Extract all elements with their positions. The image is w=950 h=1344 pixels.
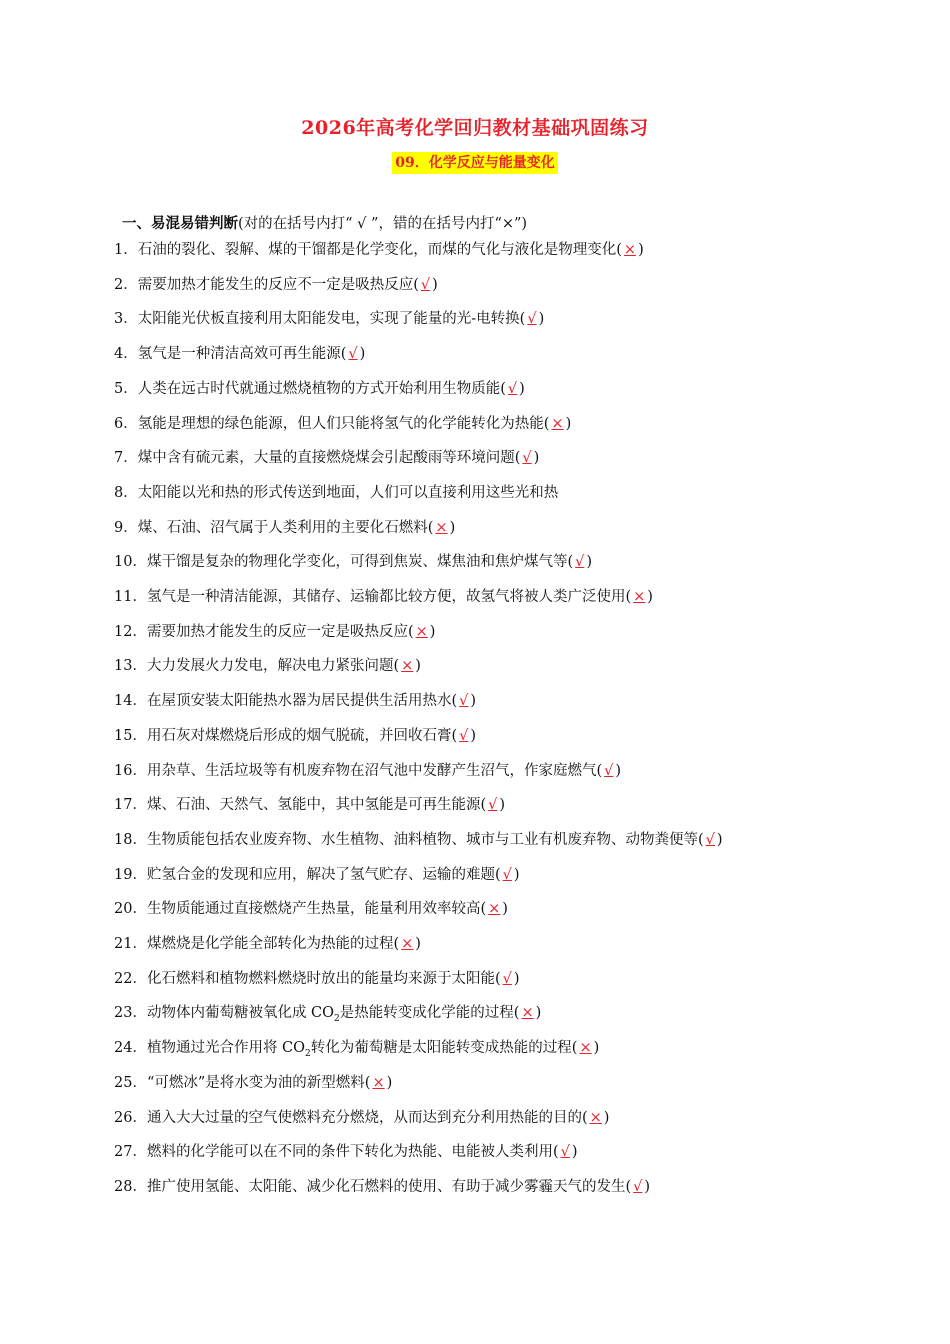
section-heading: 一、易混易错判断 (122, 215, 238, 232)
answer-mark: √ (507, 381, 518, 397)
question-text: 贮氢合金的发现和应用，解决了氢气贮存、运输的难题 (146, 867, 495, 883)
question-number: 9． (114, 520, 138, 536)
question-item: 15．用石灰对煤燃烧后形成的烟气脱硫，并回收石膏( √ ) (114, 728, 477, 744)
question-text: “可燃冰”是将水变为油的新型燃料 (146, 1075, 365, 1091)
answer-mark: √ (560, 1144, 570, 1160)
question-text: 煤、石油、天然气、氢能中，其中氢能是可再生能源 (146, 797, 481, 813)
question-text: 需要加热才能发生的反应一定是吸热反应 (146, 624, 408, 640)
question-text: 太阳能光伏板直接利用太阳能发电，实现了能量的光-电转换 (137, 311, 520, 327)
question-text (146, 1005, 514, 1024)
question-item: 5．人类在远古时代就通过燃烧植物的方式开始利用生物质能( √ ) (114, 381, 525, 397)
question-item: 13．大力发展火力发电，解决电力紧张问题( × ) (114, 658, 421, 674)
question-number: 14． (114, 693, 147, 709)
question-item: 9．煤、石油、沼气属于人类利用的主要化石燃料( × ) (114, 520, 456, 536)
answer-mark: × (401, 658, 414, 674)
question-number: 12． (114, 624, 147, 640)
question-text-part: 是热能转变成化学能的过程 (339, 1005, 514, 1021)
answer-mark: √ (705, 832, 715, 848)
answer-mark: × (579, 1040, 592, 1056)
question-item: 3．太阳能光伏板直接利用太阳能发电，实现了能量的光-电转换( √ ) (114, 311, 545, 327)
question-number: 7． (114, 450, 138, 466)
question-number: 4． (114, 346, 138, 362)
question-text: 生物质能包括农业废弃物、水生植物、油料植物、城市与工业有机废弃物、动物粪便等 (146, 832, 698, 848)
question-number: 21． (114, 936, 147, 952)
question-text: 煤中含有硫元素，大量的直接燃烧煤会引起酸雨等环境问题 (137, 450, 515, 466)
subscript: 2 (305, 1048, 311, 1059)
question-text: 燃料的化学能可以在不同的条件下转化为热能、电能被人类利用 (146, 1144, 553, 1160)
question-item: 19．贮氢合金的发现和应用，解决了氢气贮存、运输的难题( √ ) (114, 867, 520, 883)
question-number: 27． (114, 1144, 147, 1160)
question-number: 8． (114, 485, 138, 501)
question-text-part: 动物体内葡萄糖被氧化成 CO (146, 1005, 335, 1021)
question-number: 13． (114, 658, 147, 674)
question-item: 24．植物通过光合作用将 $CO_2$转化为葡萄糖是太阳能转变成热能的过程( × ) (114, 1040, 600, 1059)
question-number: 23． (114, 1005, 147, 1021)
question-item: 25．“可燃冰”是将水变为油的新型燃料( × ) (114, 1075, 393, 1091)
question-number: 11． (114, 589, 147, 605)
document-subtitle: 09．化学反应与能量变化 (392, 152, 557, 174)
section-header (122, 212, 527, 233)
question-number: 18． (114, 832, 147, 848)
question-item: 10．煤干馏是复杂的物理化学变化，可得到焦炭、煤焦油和焦炉煤气等( √ ) (114, 554, 593, 570)
answer-mark: √ (502, 867, 512, 883)
question-number: 17． (114, 797, 147, 813)
question-text: 人类在远古时代就通过燃烧植物的方式开始利用生物质能 (137, 381, 501, 397)
question-text-part: 植物通过光合作用将 CO (146, 1040, 306, 1056)
question-text: 用杂草、生活垃圾等有机废弃物在沼气池中发酵产生沼气，作家庭燃气 (146, 763, 597, 779)
question-text: 用石灰对煤燃烧后形成的烟气脱硫，并回收石膏 (146, 728, 452, 744)
question-item (114, 483, 558, 503)
question-number: 5． (114, 381, 138, 397)
subscript: 2 (334, 1013, 340, 1024)
answer-mark: √ (604, 763, 614, 779)
answer-mark: √ (459, 693, 469, 709)
answer-mark: × (415, 624, 428, 640)
answer-mark: √ (633, 1179, 643, 1195)
question-number: 10． (114, 554, 147, 570)
question-item: 21．煤燃烧是化学能全部转化为热能的过程( × ) (114, 936, 421, 952)
question-text: 煤燃烧是化学能全部转化为热能的过程 (146, 936, 394, 952)
question-number: 26． (114, 1110, 147, 1126)
question-text: 氢气是一种清洁能源，其储存、运输都比较方便，故氢气将被人类广泛使用 (146, 589, 626, 605)
answer-mark: × (633, 589, 646, 605)
question-item: 18．生物质能包括农业废弃物、水生植物、油料植物、城市与工业有机废弃物、动物粪便等( √ ) (114, 832, 723, 848)
question-number: 28． (114, 1179, 147, 1195)
answer-mark: × (521, 1005, 534, 1021)
answer-mark: √ (522, 450, 532, 466)
answer-mark: × (435, 520, 448, 536)
question-text: 煤干馏是复杂的物理化学变化，可得到焦炭、煤焦油和焦炉煤气等 (146, 554, 568, 570)
answer-mark: × (551, 416, 564, 432)
question-item: 6．氢能是理想的绿色能源，但人们只能将氢气的化学能转化为热能( × ) (114, 416, 572, 432)
question-text: 太阳能以光和热的形式传送到地面，人们可以直接利用这些光和热 (137, 485, 559, 501)
question-text: 生物质能通过直接燃烧产生热量，能量利用效率较高 (146, 901, 481, 917)
question-number: 25． (114, 1075, 147, 1091)
question-number: 3． (114, 311, 138, 327)
answer-mark: × (401, 936, 414, 952)
question-text: 需要加热才能发生的反应不一定是吸热反应 (137, 277, 414, 293)
answer-mark: √ (527, 311, 537, 327)
question-item: 16．用杂草、生活垃圾等有机废弃物在沼气池中发酵产生沼气，作家庭燃气( √ ) (114, 763, 622, 779)
question-text: 石油的裂化、裂解、煤的干馏都是化学变化，而煤的气化与液化是物理变化 (137, 242, 617, 258)
answer-mark: × (488, 901, 501, 917)
question-number: 22． (114, 971, 147, 987)
question-text: 大力发展火力发电，解决电力紧张问题 (146, 658, 394, 674)
question-number: 19． (114, 867, 147, 883)
question-item: 28．推广使用氢能、太阳能、减少化石燃料的使用、有助于减少雾霾天气的发生( √ ) (114, 1179, 651, 1195)
answer-mark: √ (420, 277, 431, 293)
question-text: 化石燃料和植物燃料燃烧时放出的能量均来源于太阳能 (146, 971, 495, 987)
question-item: 12．需要加热才能发生的反应一定是吸热反应( × ) (114, 624, 436, 640)
question-number: 6． (114, 416, 138, 432)
question-number: 15． (114, 728, 147, 744)
answer-mark: × (589, 1110, 602, 1126)
question-number: 16． (114, 763, 147, 779)
question-text: 通入大大过量的空气使燃料充分燃烧，从而达到充分利用热能的目的 (146, 1110, 582, 1126)
subtitle-container (0, 152, 950, 174)
question-text: 推广使用氢能、太阳能、减少化石燃料的使用、有助于减少雾霾天气的发生 (146, 1179, 626, 1195)
question-text: 氢气是一种清洁高效可再生能源 (137, 346, 341, 362)
question-text: 氢能是理想的绿色能源，但人们只能将氢气的化学能转化为热能 (137, 416, 544, 432)
question-item: 17．煤、石油、天然气、氢能中，其中氢能是可再生能源( √ ) (114, 797, 506, 813)
question-item: 14．在屋顶安装太阳能热水器为居民提供生活用热水( √ ) (114, 693, 477, 709)
answer-mark: √ (575, 554, 585, 570)
answer-mark: √ (488, 797, 498, 813)
question-item: 11．氢气是一种清洁能源，其储存、运输都比较方便，故氢气将被人类广泛使用( × ) (114, 589, 653, 605)
question-item: 20．生物质能通过直接燃烧产生热量，能量利用效率较高( × ) (114, 901, 508, 917)
question-item: 22．化石燃料和植物燃料燃烧时放出的能量均来源于太阳能( √ ) (114, 971, 520, 987)
answer-mark: √ (348, 346, 358, 362)
question-item: 26．通入大大过量的空气使燃料充分燃烧，从而达到充分利用热能的目的( × ) (114, 1110, 610, 1126)
question-item: 27．燃料的化学能可以在不同的条件下转化为热能、电能被人类利用( √ ) (114, 1144, 578, 1160)
question-text-part: 转化为葡萄糖是太阳能转变成热能的过程 (310, 1040, 572, 1056)
question-text (146, 1040, 572, 1059)
question-item: 7．煤中含有硫元素，大量的直接燃烧煤会引起酸雨等环境问题( √ ) (114, 450, 540, 466)
answer-mark: √ (502, 971, 512, 987)
question-number: 2． (114, 277, 138, 293)
question-number: 24． (114, 1040, 147, 1056)
question-item: 1．石油的裂化、裂解、煤的干馏都是化学变化，而煤的气化与液化是物理变化( × ) (114, 242, 644, 258)
question-number: 20． (114, 901, 147, 917)
question-item: 23．动物体内葡萄糖被氧化成 $CO_2$是热能转变成化学能的过程( × ) (114, 1005, 542, 1024)
answer-mark: × (372, 1075, 385, 1091)
document-title: 2026年高考化学回归教材基础巩固练习 (301, 117, 649, 139)
question-text: 在屋顶安装太阳能热水器为居民提供生活用热水 (146, 693, 452, 709)
answer-mark: × (623, 242, 637, 258)
section-instruction: (对的在括号内打“ √ ”，错的在括号内打“×”) (238, 216, 528, 232)
answer-mark: √ (459, 728, 469, 744)
question-text: 煤、石油、沼气属于人类利用的主要化石燃料 (137, 520, 428, 536)
question-item: 4．氢气是一种清洁高效可再生能源( √ ) (114, 346, 366, 362)
question-number: 1． (114, 242, 138, 258)
question-item: 2．需要加热才能发生的反应不一定是吸热反应( √ ) (114, 277, 438, 293)
